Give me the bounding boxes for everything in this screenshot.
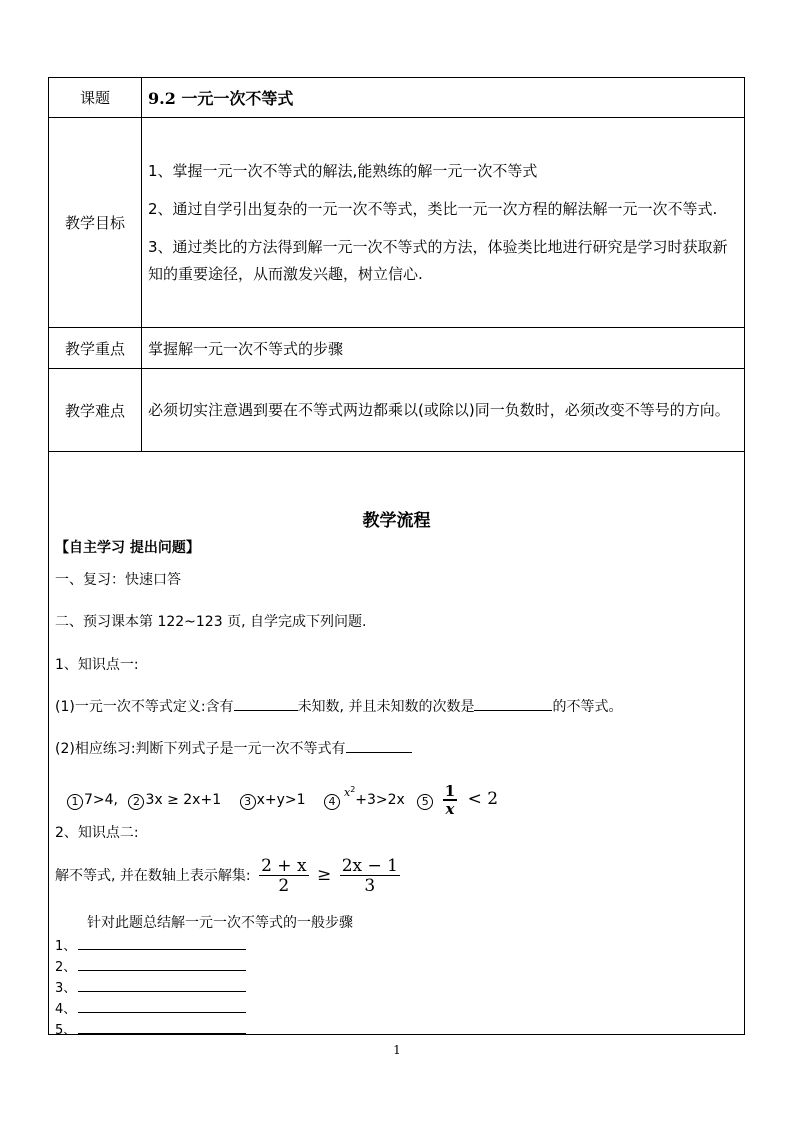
step-number: 4、 — [55, 1002, 77, 1017]
option-4-rest: +3>2x — [355, 792, 405, 808]
option-4-exponent: 2 — [350, 785, 356, 794]
kp2-heading: 2、知识点二: — [55, 825, 139, 841]
left-denominator: 2 — [278, 875, 290, 896]
step-number: 1、 — [55, 939, 77, 954]
step-item — [55, 1020, 246, 1041]
option-number: 1 — [67, 794, 83, 810]
option-expression: x+y>1 — [256, 792, 306, 808]
step-number: 5、 — [55, 1023, 77, 1038]
practice-answer-blank[interactable] — [346, 738, 412, 753]
step-blank[interactable] — [78, 957, 246, 971]
step-item — [55, 978, 246, 999]
difficulty-label: 教学难点 — [49, 369, 142, 452]
step-number: 2、 — [55, 960, 77, 975]
option-5-relation: < 2 — [467, 789, 499, 809]
step-blank[interactable] — [78, 978, 246, 992]
topic-value-cell — [142, 78, 745, 118]
step-number: 3、 — [55, 981, 77, 996]
option-expression: 3x ≥ 2x+1 — [145, 792, 222, 808]
section-heading: 【自主学习 提出问题】 — [55, 540, 200, 556]
focus-label: 教学重点 — [49, 328, 142, 369]
kp1-heading: 1、知识点一: — [55, 657, 139, 673]
difficulty-value: 必须切实注意遇到要在不等式两边都乘以(或除以)同一负数时，必须改变不等号的方向。 — [148, 401, 730, 419]
right-denominator: 3 — [364, 875, 376, 896]
goals-cell — [142, 118, 745, 328]
goal-item: 1、掌握一元一次不等式的解法,能熟练的解一元一次不等式 — [148, 161, 538, 180]
step-item — [55, 999, 246, 1020]
left-numerator: 2 + x — [261, 855, 307, 876]
topic-value: 9.2 一元一次不等式 — [148, 89, 294, 108]
flow-cell — [49, 452, 745, 1038]
option-5-fraction — [443, 781, 457, 818]
topic-label: 课题 — [49, 78, 142, 118]
step-blank[interactable] — [78, 1020, 246, 1034]
unknowns-blank[interactable] — [234, 696, 298, 711]
topic-row — [49, 78, 745, 118]
goals-row — [49, 118, 745, 328]
goal-item: 3、通过类比的方法得到解一元一次不等式的方法，体验类比地进行研究是学习时获取新知的重要途径，从而激发兴趣，树立信心. — [148, 237, 728, 283]
focus-value: 掌握解一元一次不等式的步骤 — [142, 328, 745, 369]
preview-line: 二、预习课本第 122~123 页, 自学完成下列问题. — [55, 614, 367, 630]
step-item — [55, 936, 246, 957]
summary-line: 针对此题总结解一元一次不等式的一般步骤 — [87, 915, 353, 931]
fraction-denominator: x — [445, 799, 455, 818]
option-number: 2 — [128, 794, 144, 810]
kp1-definition — [55, 696, 622, 716]
flow-content — [49, 452, 744, 1038]
kp1-practice-text: (2)相应练习:判断下列式子是一元一次不等式有 — [55, 741, 346, 757]
right-numerator: 2x − 1 — [341, 855, 398, 876]
focus-row — [49, 328, 745, 369]
left-fraction — [259, 857, 308, 896]
steps-list — [55, 936, 246, 1041]
kp1-def-prefix: (1)一元一次不等式定义:含有 — [55, 699, 234, 715]
kp2-problem — [55, 852, 400, 898]
difficulty-cell — [142, 369, 745, 452]
lesson-plan-table — [48, 77, 745, 1038]
right-fraction — [340, 857, 400, 896]
flow-title: 教学流程 — [362, 511, 431, 531]
fraction-numerator: 1 — [444, 781, 456, 800]
review-line: 一、复习：快速口答 — [55, 572, 181, 588]
kp1-def-middle: 未知数, 并且未知数的次数是 — [297, 699, 475, 715]
kp2-prompt: 解不等式, 并在数轴上表示解集: — [55, 868, 251, 884]
kp1-practice — [55, 738, 412, 758]
kp1-def-suffix: 的不等式。 — [552, 699, 623, 715]
step-item — [55, 957, 246, 978]
goal-item: 2、通过自学引出复杂的一元一次不等式，类比一元一次方程的解法解一元一次不等式. — [148, 199, 718, 218]
options-line — [67, 774, 499, 818]
flow-row — [49, 452, 745, 1035]
step-blank[interactable] — [78, 936, 246, 950]
option-4-base: x — [343, 786, 351, 799]
goals-label: 教学目标 — [49, 118, 142, 328]
option-expression: 7>4, — [84, 792, 118, 808]
option-number: 3 — [240, 794, 256, 810]
degree-blank[interactable] — [474, 696, 552, 711]
inequality-sign: ≥ — [317, 865, 332, 885]
page-number: 1 — [393, 1043, 401, 1057]
step-blank[interactable] — [78, 999, 246, 1013]
difficulty-row — [49, 369, 745, 452]
option-number: 4 — [324, 794, 340, 810]
option-number: 5 — [417, 794, 433, 810]
